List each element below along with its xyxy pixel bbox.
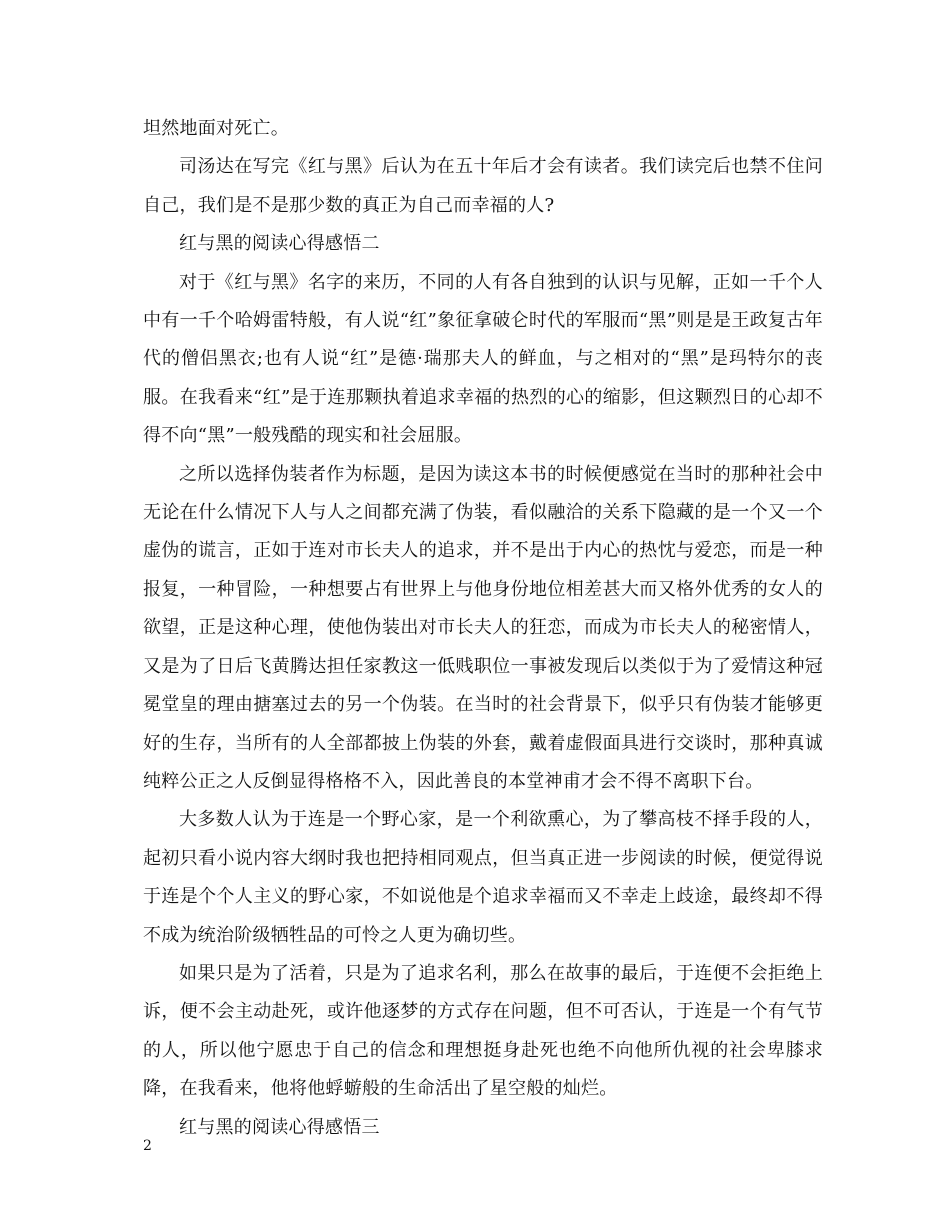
paragraph-1: 坦然地面对死亡。 (143, 118, 289, 139)
paragraph-5: 大多数人认为于连是一个野心家，是一个利欲熏心，为了攀高枝不择手段的人，起初只看小说内容大纲时我也把持相同观点，但当真正进一步阅读的时候，便觉得说于连是个个人主义的野心家，不如说他是个追求幸福而又不幸走上歧途，最终却不得不成为统治阶级牺牲品的可怜之人更为确切些。 (143, 809, 823, 946)
section-heading-3: 红与黑的阅读心得感悟三 (179, 1116, 380, 1138)
paragraph-4: 之所以选择伪装者作为标题，是因为读这本书的时候便感觉在当时的那种社会中无论在什么情况下人与人之间都充满了伪装，看似融洽的关系下隐藏的是一个又一个虚伪的谎言，正如于连对市长夫人的追求，并不是出于内心的热忱与爱恋，而是一种报复，一种冒险，一种想要占有世界上与他身份地位相差甚大而又格外优秀的女人的欲望，正是这种心理，使他伪装出对市长夫人的狂恋，而成为市长夫人的秘密情人，又是为了日后飞黄腾达担任家教这一低贱职位一事被发现后以类似于为了爱情这种冠冕堂皇的理由搪塞过去的另一个伪装。在当时的社会背景下，似乎只有伪装才能够更好的生存，当所有的人全部都披上伪装的外套，戴着虚假面具进行交谈时，那种真诚纯粹公正之人反倒显得格格不入，因此善良的本堂神甫才会不得不离职下台。 (143, 463, 823, 792)
paragraph-6: 如果只是为了活着，只是为了追求名利，那么在故事的最后，于连便不会拒绝上诉，便不会主动赴死，或许他逐梦的方式存在问题，但不可否认，于连是一个有气节的人，所以他宁愿忠于自己的信念和理想挺身赴死也绝不向他所仇视的社会卑膝求降，在我看来，他将他蜉蝣般的生命活出了星空般的灿烂。 (143, 962, 823, 1100)
paragraph-3: 对于《红与黑》名字的来历，不同的人有各自独到的认识与见解，正如一千个人中有一千个哈姆雷特般，有人说“红”象征拿破仑时代的军服而“黑”则是是王政复古年代的僧侣黑衣;也有人说“红”是德·瑞那夫人的鲜血，与之相对的“黑”是玛特尔的丧服。在我看来“红”是于连那颗执着追求幸福的热烈的心的缩影，但这颗烈日的心却不得不向“黑”一般残酷的现实和社会屈服。 (143, 271, 823, 447)
page-number: 2 (143, 1138, 152, 1154)
paragraph-2: 司汤达在写完《红与黑》后认为在五十年后才会有读者。我们读完后也禁不住问自己，我们是不是那少数的真正为自己而幸福的人? (143, 156, 823, 216)
page-content (143, 110, 823, 1147)
section-heading-2: 红与黑的阅读心得感悟二 (179, 233, 380, 255)
